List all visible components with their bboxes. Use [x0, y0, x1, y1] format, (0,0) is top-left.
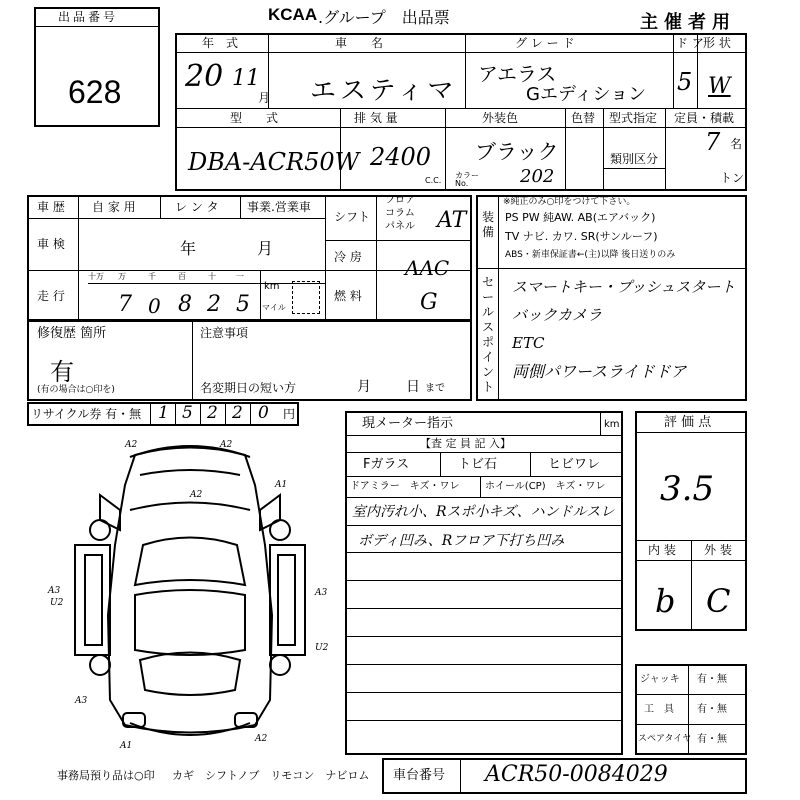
group-logo: KCAA	[268, 5, 318, 24]
car-name-value: エスティマ	[310, 76, 458, 106]
chassis-label: 車台番号	[393, 768, 446, 783]
history-business[interactable]: 事業.営業車	[247, 200, 311, 214]
copy-type: 主催者用	[640, 12, 736, 33]
interior-grade: b	[655, 582, 676, 620]
damage-mark: U2	[50, 598, 64, 608]
meter-label: 現メーター指示	[362, 416, 454, 431]
crack-label[interactable]: ヒビワレ	[548, 457, 601, 472]
inspector-comment-1: 室内汚れ小、Rスポ小キズ、ハンドルスレ	[352, 504, 615, 520]
shape-value: W	[708, 74, 731, 99]
capacity-unit: 名	[730, 137, 743, 151]
aircon-label: 冷 房	[334, 250, 362, 264]
deadline-day: 日	[406, 379, 420, 395]
color-no-value: 202	[520, 166, 555, 187]
capacity-value: 7	[705, 128, 721, 156]
tool-value[interactable]: 有・無	[697, 704, 727, 715]
tool-label: 工 具	[644, 704, 674, 715]
aircon-value: AAC	[405, 256, 450, 280]
repair-history-note: (有の場合は○印を)	[37, 385, 115, 395]
grade-label: グ レ ー ド	[515, 36, 575, 50]
mileage-km-unit: km	[264, 281, 280, 292]
deadline-until: まで	[425, 383, 445, 394]
history-label: 車 歴	[37, 200, 65, 214]
class-label: 類別区分	[610, 152, 659, 166]
damage-mark: A2	[255, 734, 268, 744]
repair-history-label: 修復歴 箇所	[37, 326, 107, 341]
sales-point-item: ETC	[512, 334, 545, 352]
displacement-label: 排 気 量	[354, 111, 398, 125]
inspection-label: 車 検	[37, 237, 65, 251]
damage-mark: A2	[125, 440, 138, 450]
grade-value-1: アエラス	[478, 62, 557, 86]
shift-floor[interactable]: フロア	[385, 195, 415, 206]
mileage-digit: 0	[148, 294, 161, 318]
recycle-label: リサイクル券 有・無	[31, 407, 142, 421]
year-value: 20	[185, 59, 224, 94]
sales-point-item: バックカメラ	[512, 306, 603, 324]
tool-value[interactable]: 有・無	[697, 734, 727, 745]
mileage-digit: 8	[178, 292, 192, 317]
model-code-value: DBA-ACR50W	[188, 148, 360, 176]
f-glass-label[interactable]: Fガラス	[363, 457, 410, 472]
grade-value-2: Gエディション	[526, 84, 647, 105]
tool-value[interactable]: 有・無	[697, 674, 727, 685]
color-no-label: カラー No.	[455, 171, 479, 188]
wheel-label[interactable]: ホイール(CP) キズ・ワレ	[485, 481, 606, 492]
model-code-label: 型 式	[230, 111, 279, 125]
score-label: 評 価 点	[664, 415, 712, 430]
door-value: 5	[677, 68, 693, 96]
history-private[interactable]: 自 家 用	[92, 200, 136, 214]
mileage-unit-label: 一	[236, 272, 244, 281]
score-value: 3.5	[660, 469, 715, 509]
month-value: 11	[232, 66, 260, 91]
damage-mark: A1	[120, 741, 133, 751]
fuel-value: G	[420, 290, 438, 315]
exterior-grade: C	[706, 582, 731, 620]
shift-label: シフト	[334, 210, 371, 224]
equipment-line-3[interactable]: ABS・新車保証書←(主)以降 後日送りのみ	[505, 250, 676, 260]
lot-number-value: 628	[68, 74, 122, 110]
damage-mark: A2	[220, 440, 233, 450]
recycle-digit: 0	[258, 403, 269, 423]
damage-mark: A3	[75, 696, 88, 706]
recycle-digit: 5	[182, 403, 193, 423]
equipment-note: ※純正のみ○印をつけて下さい。	[503, 197, 636, 207]
shift-column[interactable]: コラム	[385, 208, 415, 219]
mileage-mile-unit: マイル	[262, 303, 286, 312]
recycle-digit: 1	[158, 403, 169, 423]
inspection-month: 月	[257, 239, 274, 258]
month-unit: 月	[258, 91, 271, 105]
car-condition-diagram	[40, 435, 340, 755]
tool-label: ジャッキ	[640, 674, 680, 685]
recycle-digit: 2	[232, 403, 243, 423]
notes-label: 注意事項	[200, 326, 249, 340]
chassis-value: ACR50-0084029	[485, 762, 668, 787]
recycle-yen: 円	[283, 407, 296, 421]
interior-label: 内 装	[648, 543, 676, 557]
capacity-label: 定員・積載	[674, 111, 735, 125]
year-label: 年 式	[202, 36, 239, 50]
sales-point-item: スマートキー・プッシュスタート	[512, 278, 736, 296]
damage-mark: A3	[48, 586, 61, 596]
tool-label: スペアタイヤ	[638, 734, 692, 744]
shift-value: AT	[437, 208, 467, 233]
ton-unit: トン	[720, 171, 745, 185]
exterior-color-value: ブラック	[475, 140, 559, 164]
office-note: 事務局預り品は○印	[57, 769, 155, 782]
damage-mark: A3	[315, 588, 328, 598]
mileage-digit: 2	[207, 292, 221, 317]
fuel-label: 燃 料	[334, 289, 362, 303]
meter-km-unit: km	[604, 419, 620, 430]
sales-point-item: 両側パワースライドドア	[512, 362, 687, 381]
color-change-label: 色替	[571, 111, 596, 125]
cc-unit: C.C.	[425, 176, 442, 185]
sales-point-side-label: セールスポイント	[481, 275, 494, 394]
mileage-extra-box	[292, 281, 320, 314]
kept-items: カギ シフトノブ リモコン ナビロム	[172, 769, 370, 782]
shape-label: 形 状	[703, 36, 731, 50]
history-rental[interactable]: レ ン タ	[175, 200, 219, 214]
equipment-line-2[interactable]: TV ナビ. カワ. SR(サンルーフ)	[505, 230, 658, 243]
exterior-label: 外 装	[704, 543, 732, 557]
door-mirror-label[interactable]: ドアミラー キズ・ワレ	[350, 481, 460, 492]
model-designation-label: 型式指定	[609, 111, 658, 125]
equipment-line-1[interactable]: PS PW 純AW. AB(エアバック)	[505, 211, 656, 224]
deadline-month: 月	[357, 379, 371, 395]
damage-mark: A1	[275, 480, 288, 490]
mileage-label: 走 行	[37, 289, 65, 303]
mileage-unit-label: 十	[208, 272, 216, 281]
exterior-color-label: 外装色	[482, 111, 519, 125]
door-label: ド ア	[676, 36, 704, 50]
mileage-unit-label: 万	[118, 272, 126, 281]
mileage-unit-label: 百	[178, 272, 186, 281]
mileage-digit: 7	[118, 292, 132, 317]
mileage-unit-label: 十万	[88, 272, 104, 281]
inspection-year: 年	[180, 239, 197, 258]
repair-history-value: 有	[50, 358, 74, 386]
shift-panel[interactable]: パネル	[385, 221, 415, 232]
car-name-label: 車 名	[335, 36, 384, 50]
inspector-header: 【査 定 員 記 入】	[420, 437, 511, 450]
equipment-side-label: 装備	[481, 210, 494, 239]
chip-label[interactable]: トビ石	[458, 457, 498, 472]
name-change-deadline: 名変期日の短い方	[200, 381, 297, 395]
displacement-value: 2400	[370, 143, 432, 171]
mileage-unit-label: 千	[148, 272, 156, 281]
damage-mark: U2	[315, 643, 329, 653]
lot-number-label: 出品番号	[58, 10, 119, 24]
damage-mark: A2	[190, 490, 203, 500]
inspector-comment-2: ボディ凹み、Rフロア下打ち凹み	[358, 533, 565, 549]
mileage-digit: 5	[236, 292, 250, 317]
form-title: .グループ 出品票	[318, 8, 450, 27]
recycle-digit: 2	[207, 403, 218, 423]
